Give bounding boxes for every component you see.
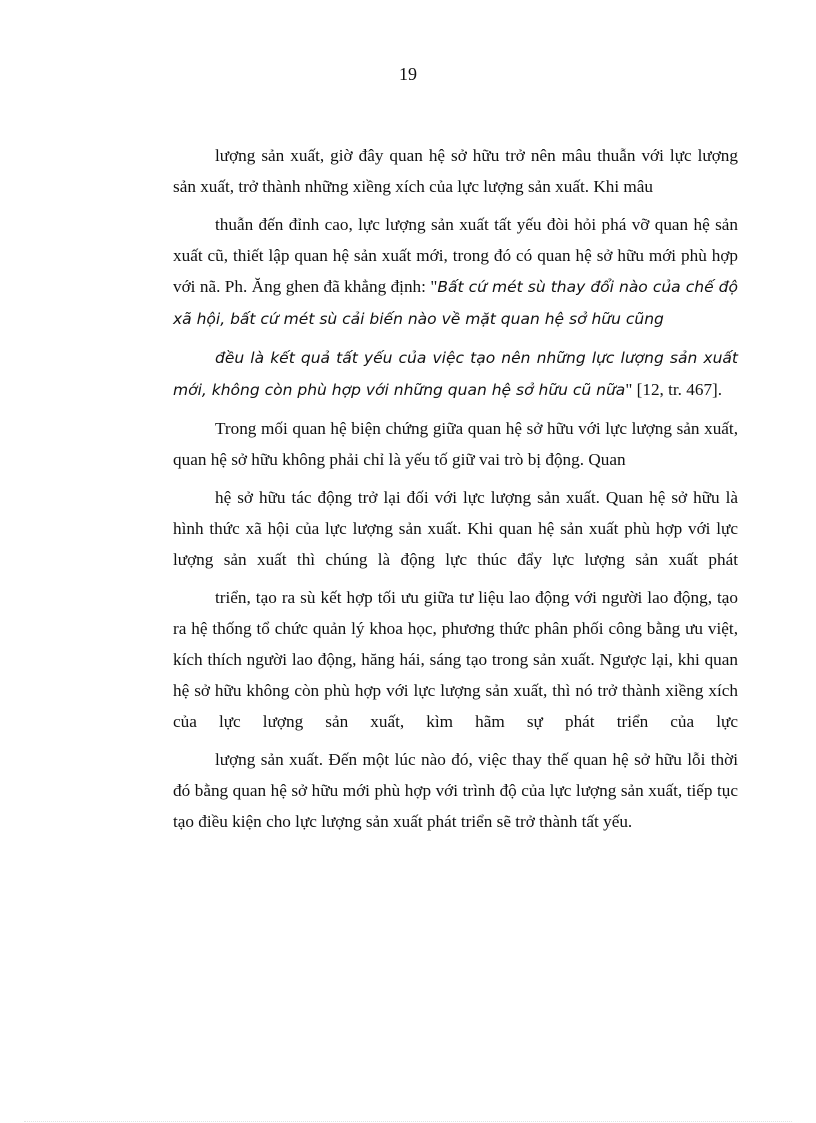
page-bottom-divider: [24, 1121, 792, 1122]
paragraph: Trong mối quan hệ biện chứng giữa quan hệ sở hữu với lực lượng sản xuất, quan hệ sở hữu không phải chỉ là yếu tố giữ vai trò bị động. Quan: [173, 419, 738, 469]
paragraph: triển, tạo ra sù kết hợp tối ưu giữa tư liệu lao động với người lao động, tạo ra hệ thống tổ chức quản lý khoa học, phương thức phân phối công bằng ưu việt, kích thích người lao động, hăng hái, sáng tạo trong sản xuất. Ngược lại, khi quan hệ sở hữu không còn phù hợp với lực lượng sản xuất, thì nó trở thành xiềng xích của lực lượng sản xuất, kìm hãm sự phát triển của lực: [173, 588, 738, 731]
document-body: [173, 140, 738, 844]
paragraph-text: thuẫn đến đỉnh cao, lực lượng sản xuất tất yếu đòi hỏi phá vỡ quan hệ sản xuất cũ, thiết lập quan hệ sản xuất mới, trong đó có quan hệ sở hữu mới phù hợp với nã. Ph. Ăng ghen đã khẳng định: ": [173, 215, 738, 296]
paragraph-with-quote: [173, 342, 738, 406]
paragraph: lượng sản xuất. Đến một lúc nào đó, việc thay thế quan hệ sở hữu lỗi thời đó bằng quan hệ sở hữu mới phù hợp với trình độ của lực lượng sản xuất, tiếp tục tạo điều kiện cho lực lượng sản xuất phát triển sẽ trở thành tất yếu.: [173, 750, 738, 831]
paragraph: lượng sản xuất, giờ đây quan hệ sở hữu trở nên mâu thuẫn với lực lượng sản xuất, trở thành những xiềng xích của lực lượng sản xuất. Khi mâu: [173, 146, 738, 196]
paragraph: hệ sở hữu tác động trở lại đối với lực lượng sản xuất. Quan hệ sở hữu là hình thức xã hội của lực lượng sản xuất. Khi quan hệ sản xuất phù hợp với lực lượng sản xuất thì chúng là động lực thúc đẩy lực lượng sản xuất phát: [173, 488, 738, 569]
paragraph-with-quote: [173, 209, 738, 335]
citation-text: " [12, tr. 467].: [625, 380, 723, 399]
quote-text: đều là kết quả tất yếu của việc tạo nên những lực lượng sản xuất mới, không còn phù hợp với những quan hệ sở hữu cũ nữa: [173, 349, 738, 399]
quote-text: Bất cứ mét sù thay đổi nào của chế độ xã hội, bất cứ mét sù cải biến nào về mặt quan hệ sở hữu cũng: [173, 278, 738, 328]
page-number: 19: [399, 64, 417, 84]
